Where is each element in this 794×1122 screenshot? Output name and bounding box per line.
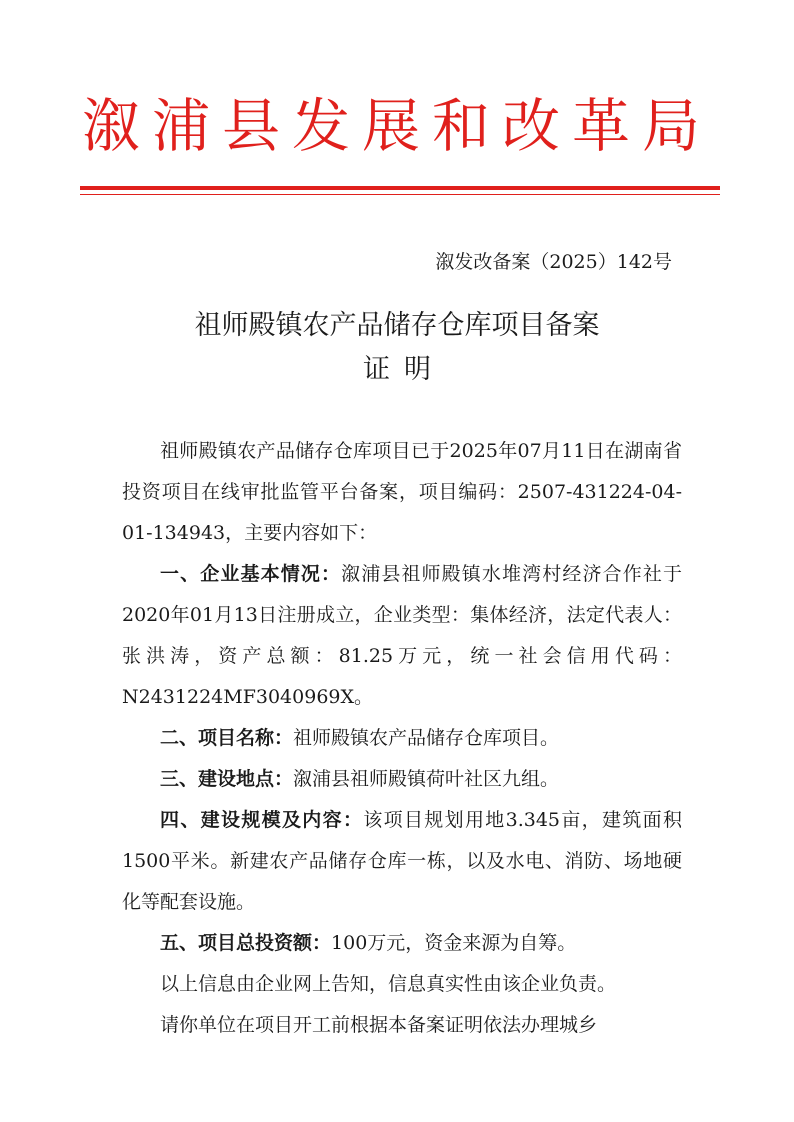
section-text: 祖师殿镇农产品储存仓库项目。 xyxy=(293,727,560,749)
red-divider-thick xyxy=(80,186,720,190)
section-scale-content xyxy=(122,800,682,923)
section-location xyxy=(122,759,682,800)
section-label: 二、项目名称： xyxy=(160,727,294,749)
document-number: 溆发改备案（2025）142号 xyxy=(435,251,672,273)
section-label: 一、企业基本情况： xyxy=(160,563,342,585)
section-text: 溆浦县祖师殿镇荷叶社区九组。 xyxy=(293,768,560,790)
document-title: 祖师殿镇农产品储存仓库项目备案 xyxy=(194,310,600,341)
document-title-suffix: 证明 xyxy=(363,354,445,385)
section-text: 100万元，资金来源为自筹。 xyxy=(331,932,577,954)
section-project-name xyxy=(122,718,682,759)
section-label: 三、建设地点： xyxy=(160,768,294,790)
red-divider-thin xyxy=(80,194,720,195)
closing-paragraph: 以上信息由企业网上告知，信息真实性由该企业负责。 xyxy=(160,973,617,995)
closing-paragraph: 请你单位在项目开工前根据本备案证明依法办理城乡 xyxy=(160,1014,598,1036)
section-label: 四、建设规模及内容： xyxy=(160,809,364,831)
section-label: 五、项目总投资额： xyxy=(160,932,332,954)
intro-paragraph: 祖师殿镇农产品储存仓库项目已于2025年07月11日在湖南省投资项目在线审批监管平台备案，项目编码：2507-431224-04-01-134943，主要内容如下： xyxy=(122,440,682,544)
issuing-authority-title: 溆浦县发展和改革局 xyxy=(81,92,712,160)
section-investment xyxy=(122,923,682,964)
section-company-info xyxy=(122,554,682,718)
section-text: 该项目规划用地3.345亩，建筑面积1500平米。新建农产品储存仓库一栋，以及水电、消防、场地硬化等配套设施。 xyxy=(122,809,682,913)
section-text: 溆浦县祖师殿镇水堆湾村经济合作社于2020年01月13日注册成立，企业类型：集体经济，法定代表人：张洪涛，资产总额：81.25万元，统一社会信用代码：N2431224MF3040969X。 xyxy=(122,563,682,708)
document-body xyxy=(122,431,682,1046)
